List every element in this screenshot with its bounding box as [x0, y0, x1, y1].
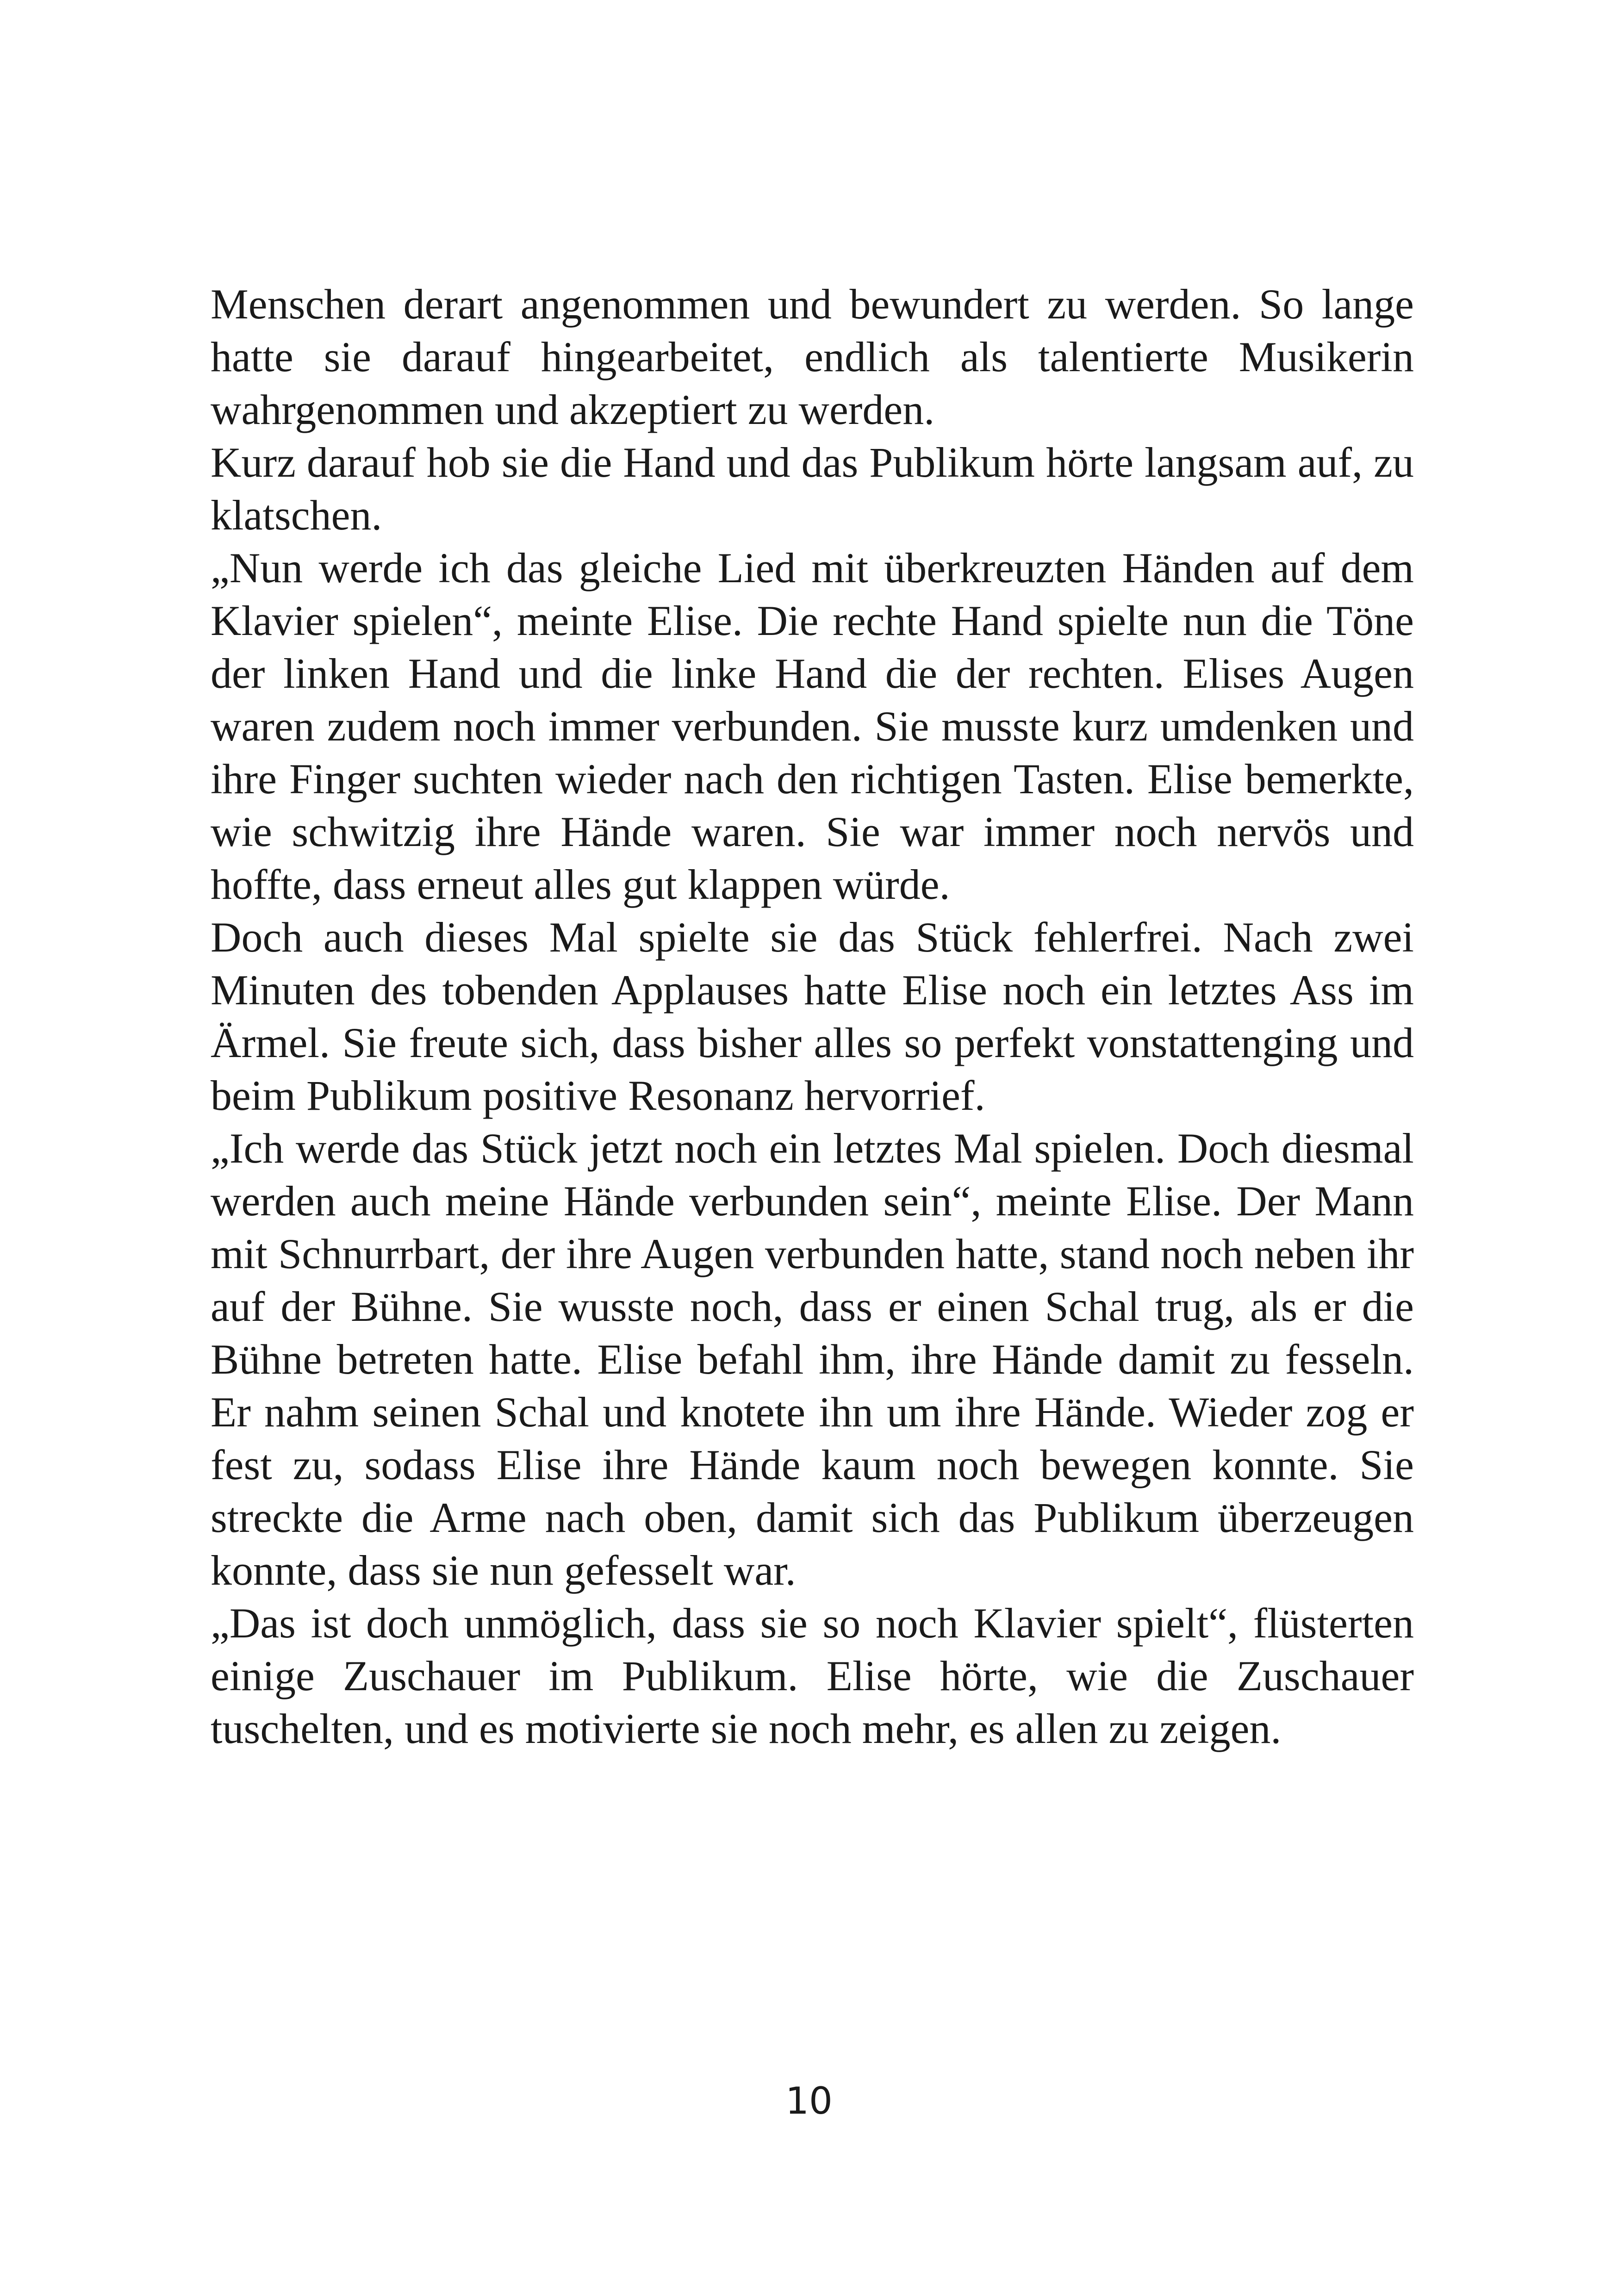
page-number: 10 — [785, 2079, 833, 2122]
paragraph: „Ich werde das Stück jetzt noch ein letztes Mal spielen. Doch diesmal werden auch meine Hände verbunden sein“, meinte Elise. Der Mann mit Schnurrbart, der ihre Augen verbunden hatte, stand noch neben ihr auf der Bühne. Sie wusste noch, dass er einen Schal trug, als er die Bühne betreten hatte. Elise befahl ihm, ihre Hände damit zu fesseln. Er nahm seinen Schal und knotete ihn um ihre Hände. Wieder zog er fest zu, sodass Elise ihre Hände kaum noch bewegen konnte. Sie streckte die Arme nach oben, damit sich das Publikum überzeugen konnte, dass sie nun gefesselt war. — [211, 1125, 1414, 1594]
paragraph: „Nun werde ich das gleiche Lied mit überkreuzten Händen auf dem Klavier spielen“, meinte Elise. Die rechte Hand spielte nun die Töne der linken Hand und die linke Hand die der rechten. Elises Augen waren zudem noch immer verbunden. Sie musste kurz umdenken und ihre Finger suchten wieder nach den richtigen Tasten. Elise bemerkte, wie schwitzig ihre Hände waren. Sie war immer noch nervös und hoffte, dass erneut alles gut klappen würde. — [211, 544, 1414, 908]
paragraph: Kurz darauf hob sie die Hand und das Publikum hörte langsam auf, zu klatschen. — [211, 439, 1414, 539]
paragraph: Menschen derart angenommen und bewundert zu werden. So lange hatte sie darauf hingearbeitet, endlich als talentierte Musikerin wahrgenommen und akzeptiert zu werden. — [211, 280, 1414, 433]
body-text — [211, 278, 1414, 1755]
paragraph: „Das ist doch unmöglich, dass sie so noch Klavier spielt“, flüsterten einige Zuschauer im Publikum. Elise hörte, wie die Zuschauer tuschelten, und es motivierte sie noch mehr, es allen zu zeigen. — [211, 1599, 1414, 1752]
paragraph: Doch auch dieses Mal spielte sie das Stück fehlerfrei. Nach zwei Minuten des tobenden Applauses hatte Elise noch ein letztes Ass im Ärmel. Sie freute sich, dass bisher alles so perfekt vonstattenging und beim Publikum positive Resonanz hervorrief. — [211, 914, 1414, 1119]
